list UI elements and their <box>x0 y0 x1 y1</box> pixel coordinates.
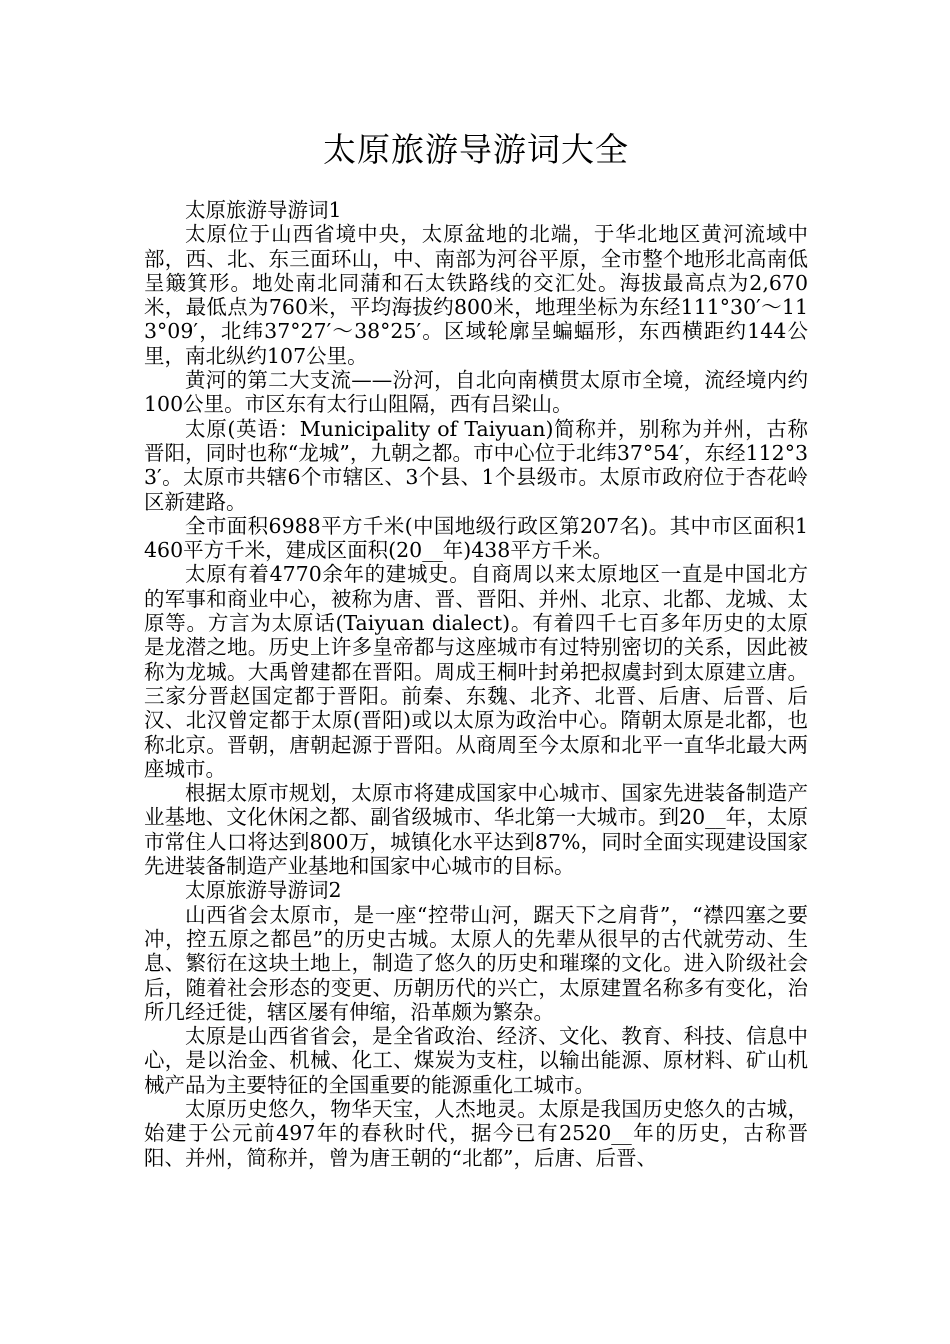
section-1 <box>144 198 808 878</box>
paragraph: 太原历史悠久，物华天宝，人杰地灵。太原是我国历史悠久的古城，始建于公元前497年的春秋时代，据今已有2520__年的历史，古称晋阳、并州，简称并，曾为唐王朝的“北都”，后唐、后晋、 <box>144 1096 808 1170</box>
document-body <box>144 198 808 1170</box>
document-title: 太原旅游导游词大全 <box>323 130 629 169</box>
paragraph: 全市面积6988平方千米(中国地级行政区第207名)。其中市区面积1460平方千米，建成区面积(20__年)438平方千米。 <box>144 513 808 563</box>
section-2 <box>144 878 808 1170</box>
section-heading: 太原旅游导游词2 <box>185 878 342 903</box>
paragraph: 山西省会太原市，是一座“控带山河，踞天下之肩背”，“襟四塞之要冲，控五原之都邑”的历史古城。太原人的先辈从很早的古代就劳动、生息、繁衍在这块土地上，制造了悠久的历史和璀璨的文化。进入阶级社会后，随着社会形态的变更、历朝历代的兴亡，太原建置名称多有变化，治所几经迁徙，辖区屡有伸缩，沿革颇为繁杂。 <box>144 902 808 1024</box>
paragraph: 根据太原市规划，太原市将建成国家中心城市、国家先进装备制造产业基地、文化休闲之都、副省级城市、华北第一大城市。到20__年，太原市常住人口将达到800万，城镇化水平达到87%，同时全面实现建设国家先进装备制造产业基地和国家中心城市的目标。 <box>144 781 808 879</box>
paragraph: 太原有着4770余年的建城史。自商周以来太原地区一直是中国北方的军事和商业中心，被称为唐、晋、晋阳、并州、北京、北都、龙城、太原等。方言为太原话(Taiyuan dialect)。有着四千七百多年历史的太原是龙潜之地。历史上许多皇帝都与这座城市有过特别密切的关系，因此被称为龙城。大禹曾建都在晋阳。周成王桐叶封弟把叔虞封到太原建立唐。三家分晋赵国定都于晋阳。前秦、东魏、北齐、北晋、后唐、后晋、后汉、北汉曾定都于太原(晋阳)或以太原为政治中心。隋朝太原是北都，也称北京。晋朝，唐朝起源于晋阳。从商周至今太原和北平一直华北最大两座城市。 <box>144 562 808 781</box>
paragraph: 太原位于山西省境中央，太原盆地的北端，于华北地区黄河流域中部，西、北、东三面环山，中、南部为河谷平原，全市整个地形北高南低呈簸箕形。地处南北同蒲和石太铁路线的交汇处。海拔最高点为2,670米，最低点为760米，平均海拔约800米，地理坐标为东经111°30′～113°09′，北纬37°27′～38°25′。区域轮廓呈蝙蝠形，东西横距约144公里，南北纵约107公里。 <box>144 222 808 368</box>
section-heading: 太原旅游导游词1 <box>185 198 342 222</box>
paragraph: 黄河的第二大支流——汾河，自北向南横贯太原市全境，流经境内约100公里。市区东有太行山阻隔，西有吕梁山。 <box>144 368 808 417</box>
paragraph: 太原(英语：Municipality of Taiyuan)简称并，别称为并州，古称晋阳，同时也称“龙城”，九朝之都。市中心位于北纬37°54′，东经112°33′。太原市共辖6个市辖区、3个县、1个县级市。太原市政府位于杏花岭区新建路。 <box>144 416 808 514</box>
paragraph: 太原是山西省省会，是全省政治、经济、文化、教育、科技、信息中心，是以治金、机械、化工、煤炭为支柱，以输出能源、原材料、矿山机械产品为主要特征的全国重要的能源重化工城市。 <box>144 1024 808 1097</box>
